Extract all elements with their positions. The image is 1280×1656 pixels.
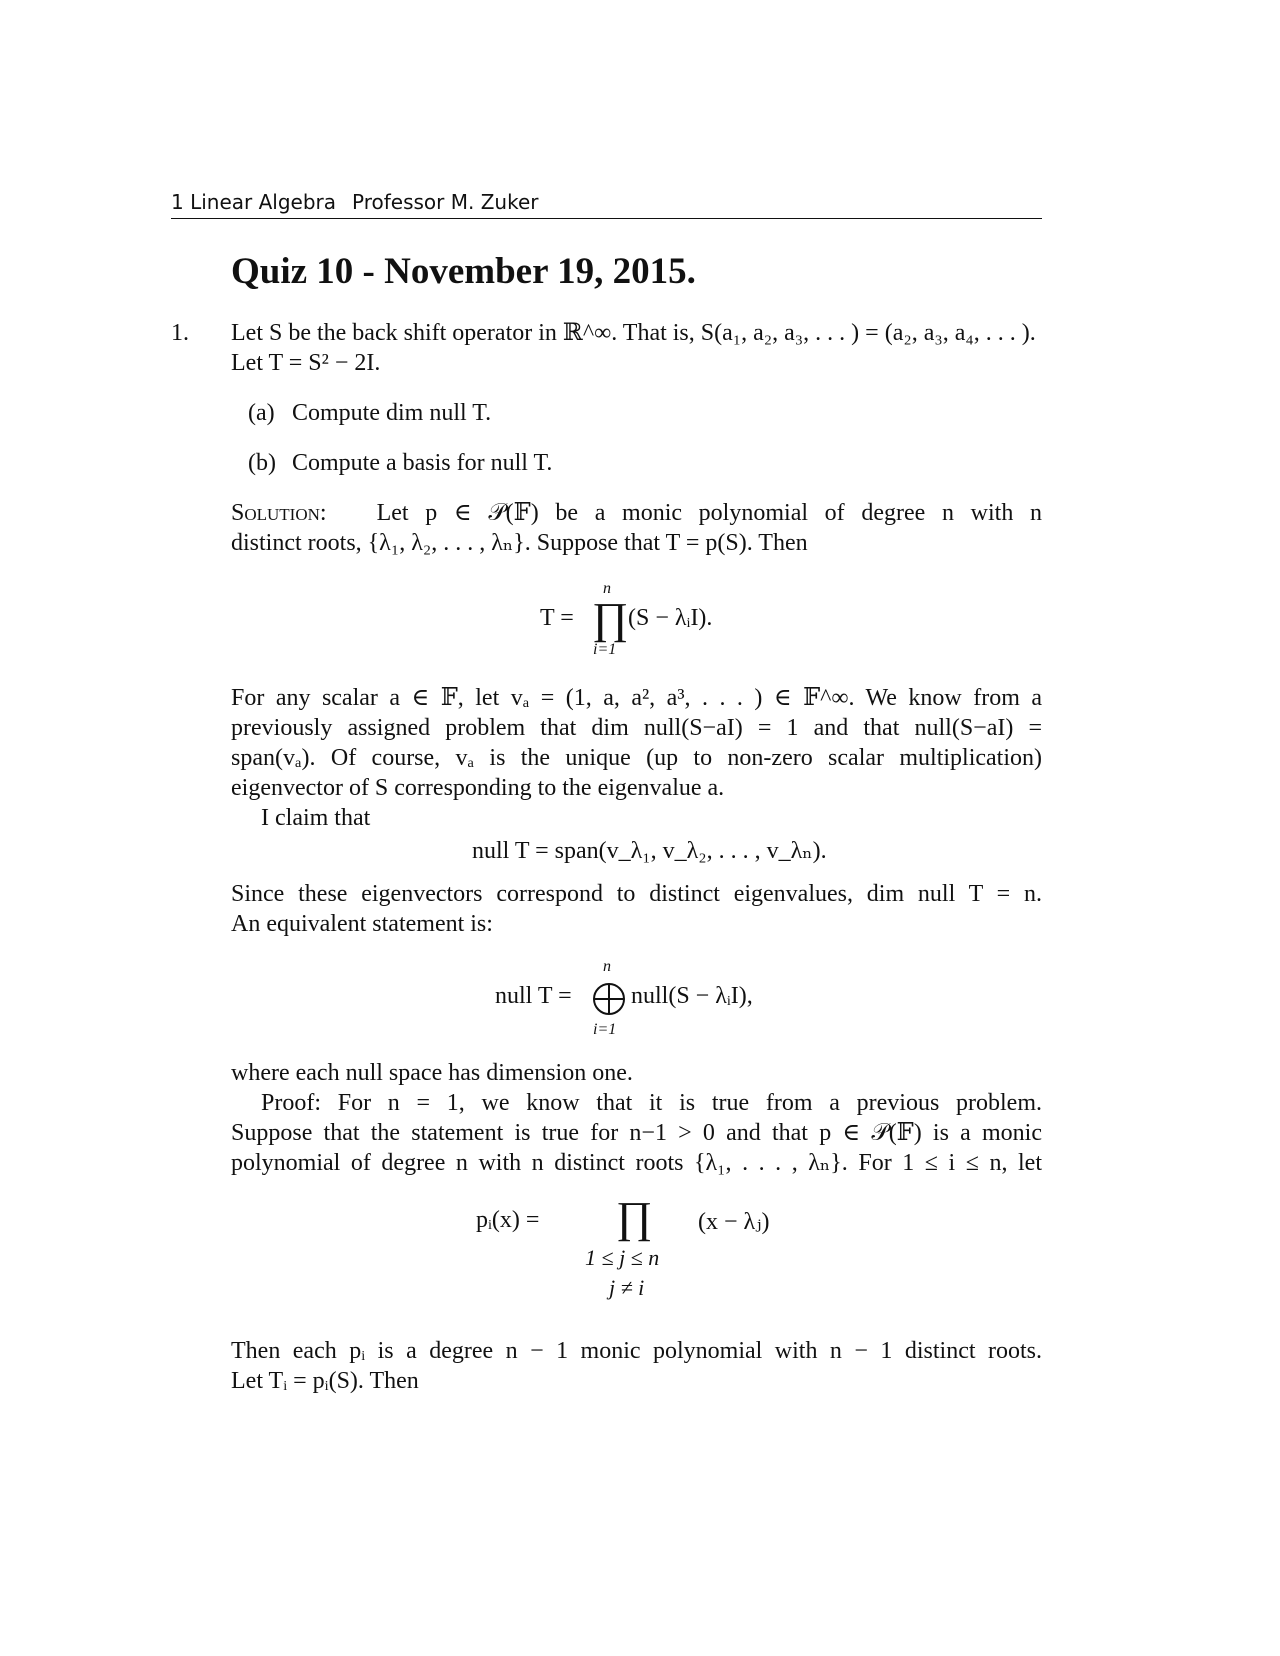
solution-line-2: distinct roots, {λ₁, λ₂, . . . , λₙ}. Suppose that T = p(S). Then bbox=[231, 530, 808, 556]
equation-3-lhs: null T = bbox=[495, 983, 572, 1009]
paragraph-2-line-3: span(vₐ). Of course, vₐ is the unique (up to non-zero scalar multiplication) bbox=[231, 745, 1042, 771]
proof-line-3: polynomial of degree n with n distinct roots {λ₁, . . . , λₙ}. For 1 ≤ i ≤ n, let bbox=[231, 1150, 1042, 1176]
equation-2: null T = span(v_λ₁, v_λ₂, . . . , v_λₙ). bbox=[472, 838, 827, 864]
claim-text: I claim that bbox=[261, 805, 371, 831]
paragraph-2-line-2: previously assigned problem that dim null(S−aI) = 1 and that null(S−aI) = bbox=[231, 715, 1042, 741]
part-a-text: Compute dim null T. bbox=[292, 400, 492, 426]
solution-heading: Solution: bbox=[231, 500, 327, 526]
equation-3-body: null(S − λᵢI), bbox=[631, 983, 753, 1009]
equation-3-lower-limit: i=1 bbox=[593, 1021, 617, 1038]
part-b-text: Compute a basis for null T. bbox=[292, 450, 553, 476]
problem-number: 1. bbox=[171, 320, 189, 346]
page-title: Quiz 10 - November 19, 2015. bbox=[231, 251, 696, 292]
paragraph-3-line-1: Since these eigenvectors correspond to distinct eigenvalues, dim null T = n. bbox=[231, 881, 1042, 907]
part-b-label: (b) bbox=[248, 450, 276, 476]
equation-1-body: (S − λᵢI). bbox=[628, 605, 713, 631]
equation-4-lhs: pᵢ(x) = bbox=[476, 1207, 540, 1233]
paragraph-2-line-4: eigenvector of S corresponding to the eigenvalue a. bbox=[231, 775, 725, 801]
paragraph-3-line-2: An equivalent statement is: bbox=[231, 911, 493, 937]
problem-statement-line-1: Let S be the back shift operator in ℝ^∞. That is, S(a₁, a₂, a₃, . . . ) = (a₂, a₃, a₄, . . . ). bbox=[231, 320, 1036, 346]
solution-line-1-text: Let p ∈ 𝒫(𝔽) be a monic polynomial of degree n with n bbox=[376, 500, 1042, 526]
paragraph-2-line-1: For any scalar a ∈ 𝔽, let vₐ = (1, a, a², a³, . . . ) ∈ 𝔽^∞. We know from a bbox=[231, 685, 1042, 711]
course-label: 1 Linear Algebra bbox=[171, 190, 337, 214]
equation-4-body: (x − λⱼ) bbox=[698, 1209, 770, 1235]
professor-label: Professor M. Zuker bbox=[352, 190, 539, 214]
paragraph-5-line-1: Then each pᵢ is a degree n − 1 monic polynomial with n − 1 distinct roots. bbox=[231, 1338, 1042, 1364]
proof-line-2: Suppose that the statement is true for n−1 > 0 and that p ∈ 𝒫(𝔽) is a monic bbox=[231, 1120, 1042, 1146]
running-header bbox=[171, 188, 1042, 219]
equation-1-upper-limit: n bbox=[603, 580, 611, 597]
equation-4-condition-2: j ≠ i bbox=[609, 1275, 645, 1300]
solution-line-1 bbox=[231, 498, 1042, 528]
product-symbol: ∏ bbox=[592, 594, 629, 643]
problem-statement-line-2: Let T = S² − 2I. bbox=[231, 350, 381, 376]
product-symbol-2: ∏ bbox=[616, 1193, 653, 1242]
equation-1-lower-limit: i=1 bbox=[593, 641, 617, 658]
part-a-label: (a) bbox=[248, 400, 275, 426]
direct-sum-symbol bbox=[592, 982, 626, 1016]
paragraph-4-line: where each null space has dimension one. bbox=[231, 1060, 633, 1086]
equation-1-lhs: T = bbox=[540, 605, 574, 631]
proof-line-1: Proof: For n = 1, we know that it is true from a previous problem. bbox=[261, 1090, 1042, 1116]
paragraph-5-line-2: Let Tᵢ = pᵢ(S). Then bbox=[231, 1368, 419, 1394]
equation-3-upper-limit: n bbox=[603, 958, 611, 975]
equation-4-condition-1: 1 ≤ j ≤ n bbox=[585, 1245, 660, 1270]
